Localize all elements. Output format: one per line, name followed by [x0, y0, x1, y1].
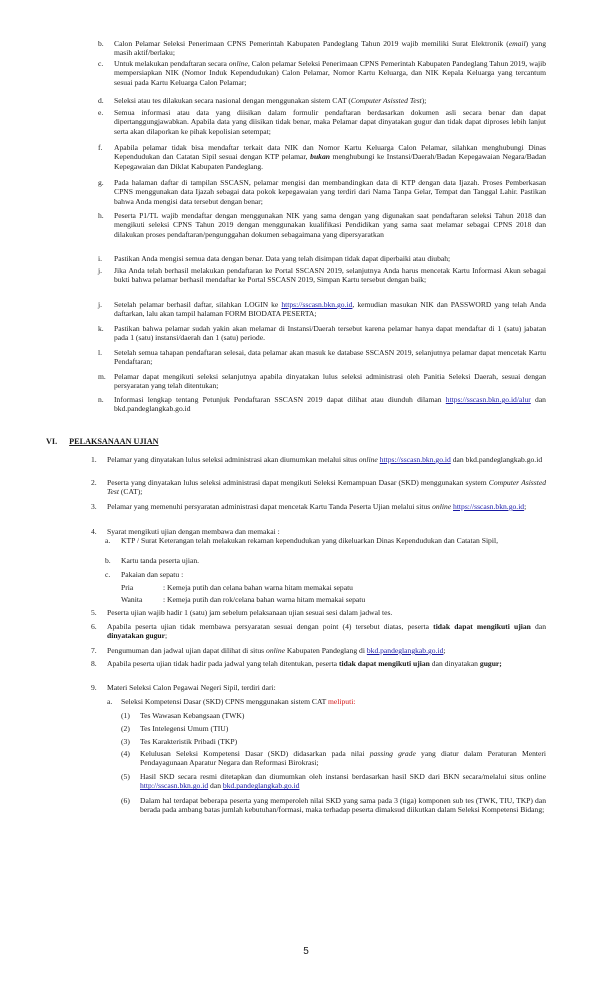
text-run: gugur;	[479, 659, 502, 668]
list-marker: d.	[98, 96, 104, 105]
numbered-item-8	[91, 659, 546, 668]
list-item-text	[107, 646, 546, 655]
list-item-text	[107, 455, 546, 464]
link[interactable]: bkd.pandeglangkab.go.id	[222, 781, 300, 791]
link[interactable]: bkd.pandeglangkab.go.id	[366, 646, 444, 655]
list-item-m	[98, 372, 546, 391]
text-run: Untuk melakukan pendaftaran secara	[114, 59, 229, 68]
numbered-item-9	[91, 683, 546, 692]
list-marker: 1.	[91, 455, 97, 464]
list-marker: (1)	[121, 711, 130, 720]
list-item-text	[114, 143, 546, 171]
list-item-text	[140, 711, 546, 720]
list-item-text	[107, 502, 546, 511]
list-item-text	[140, 749, 546, 768]
text-run: ;	[524, 502, 527, 511]
text-run: Seleksi Kompetensi Dasar (SKD) CPNS menggunakan sistem CAT	[121, 697, 328, 706]
text-run: online	[358, 455, 378, 464]
item4-sub-b: b. Kartu tanda peserta ujian.	[105, 556, 200, 565]
skd-item-5	[121, 772, 546, 791]
text-run: );	[421, 96, 427, 105]
list-item-n	[98, 395, 546, 414]
numbered-item-1	[91, 455, 546, 464]
numbered-item-5	[91, 608, 546, 617]
skd-item-1	[121, 711, 546, 720]
list-marker: j.	[98, 266, 103, 275]
text-run: Setelah semua tahapan pendaftaran selesai, data pelamar akan masuk ke database SSCASN 2019, selanjutnya pelamar dapat mencetak Kartu Pendaftaran;	[114, 348, 546, 367]
list-marker: 2.	[91, 478, 97, 487]
text-run: online	[228, 59, 248, 68]
text-run: Kelulusan Seleksi Kompetensi Dasar (SKD) didasarkan pada nilai	[140, 749, 370, 758]
list-marker: i.	[98, 254, 103, 263]
list-marker: g.	[98, 178, 104, 187]
list-item-text	[114, 178, 546, 206]
list-item-text	[114, 348, 546, 367]
item4-sub-a: a. KTP / Surat Keterangan telah melakukan rekaman kependudukan yang dikeluarkan Dinas Kependudukan dan Catatan Sipil,	[105, 536, 498, 545]
list-item-text	[114, 395, 546, 414]
text-run: Seleksi atau tes dilakukan secara nasional dengan menggunakan sistem CAT (	[114, 96, 351, 105]
numbered-item-2	[91, 478, 546, 497]
text-run: Syarat mengikuti ujian dengan membawa dan memakai :	[107, 527, 280, 536]
text-run: Calon Pelamar Seleksi Penerimaan CPNS Pemerintah Kabupaten Pandeglang Tahun 2019 wajib memiliki Surat Elektronik (	[114, 39, 509, 48]
text-run: Kabupaten Pandeglang di	[285, 646, 367, 655]
text-run: Semua informasi atau data yang diisikan dalam formulir pendaftaran berdasarkan dokumen asli secara benar dan dapat dipertanggungjawabkan. Apabila data yang diisikan tidak benar, maka Pelamar dapat dinyatakan gugur dan tidak dapat diproses lebih lanjut serta akan dilaporkan ke pihak kepolisian setempat;	[114, 108, 546, 136]
skd-item-2	[121, 724, 546, 733]
list-marker: l.	[98, 348, 103, 357]
list-item-b	[98, 39, 546, 58]
text-run: Computer Asissted Test	[350, 96, 422, 105]
list-item-g	[98, 178, 546, 206]
list-item-c	[98, 59, 546, 87]
text-run: menghubungi ke Instansi/Daerah/Badan Kepegawaian Negara/Badan Kepegawaian dan Diklat Kabupaten Pandeglang.	[114, 152, 546, 171]
list-item-text	[140, 737, 546, 746]
list-marker: a.	[107, 697, 113, 706]
text-run: Setelah pelamar berhasil daftar, silahkan LOGIN ke	[114, 300, 282, 309]
skd-item-6	[121, 796, 546, 815]
text-run: ) yang masih aktif/berlaku;	[114, 39, 546, 58]
list-item-text	[114, 372, 546, 391]
list-item-e	[98, 108, 546, 136]
item9-sub-a	[107, 697, 546, 706]
list-item-text	[107, 683, 546, 692]
list-marker: j.	[98, 300, 103, 309]
text-run: Tes Wawasan Kebangsaan (TWK)	[140, 711, 245, 720]
text-run: Pastikan bahwa pelamar sudah yakin akan melamar di Instansi/Daerah tersebut karena pelamar hanya dapat mendaftar di 1 (satu) jabatan pada 1 (satu) instansi/daerah dan 1 (satu) periode.	[114, 324, 546, 343]
text-run: dan dinyatakan	[429, 659, 480, 668]
text-run: Informasi lengkap tentang Petunjuk Pendaftaran SSCASN 2019 dapat dilihat atau diunduh dilaman	[114, 395, 446, 404]
section-heading	[46, 437, 159, 446]
text-run: Pada halaman daftar di tampilan SSCASN, pelamar mengisi dan membandingkan data di KTP dengan data Ijazah. Proses Pemberkasan CPNS menggunakan data Ijazah sebagai data pokok kepegawaian yang terdiri dari Nama Tanpa Gelar, Tempat dan Tanggal Lahir. Pastikan bahwa Anda mengisi data tersebut dengan benar;	[114, 178, 546, 206]
list-item-j-login	[98, 300, 546, 319]
text-run: bukan	[310, 152, 330, 162]
numbered-item-3	[91, 502, 546, 511]
list-item-text	[107, 622, 546, 641]
list-item-k	[98, 324, 546, 343]
list-item-text	[114, 211, 546, 239]
text-run: Pelamar dapat mengikuti seleksi selanjutnya apabila dinyatakan lulus seleksi administrasi oleh Panitia Seleksi Daerah, sesuai dengan persyaratan yang telah ditentukan;	[114, 372, 546, 391]
list-item-text	[140, 724, 546, 733]
list-marker: 5.	[91, 608, 97, 617]
text-run: ;	[443, 646, 446, 655]
list-item-text	[114, 108, 546, 136]
text-run: ;	[165, 631, 168, 641]
text-run: Tes Intelegensi Umum (TIU)	[140, 724, 229, 733]
list-item-i	[98, 254, 546, 263]
list-marker: (3)	[121, 737, 130, 746]
text-run: Pengumuman dan jadwal ujian dapat dilihat di situs	[107, 646, 267, 655]
numbered-item-6	[91, 622, 546, 641]
text-run: (CAT);	[118, 487, 143, 497]
text-run: Hasil SKD secara resmi ditetapkan dan diumumkan oleh instansi berdasarkan hasil SKD dari BKN secara/melalui situs online	[140, 772, 546, 781]
item4-sub-c: c. Pakaian dan sepatu :	[105, 570, 184, 579]
text-run: Peserta P1/TL wajib mendaftar dengan menggunakan NIK yang sama dengan yang digunakan saat pendaftaran seleksi Tahun 2018 dan mengikuti seleksi CPNS Tahun 2019 dengan menggunakan kualifikasi Pendidikan yang sama saat melamar sebagai CPNS 2018 dan dilakukan proses pendaftaran/pengunggahan dokumen sebagaimana yang dipersyaratkan	[114, 211, 546, 239]
list-item-text	[140, 772, 546, 791]
text-run: dan bkd.pandeglangkab.go.id	[450, 455, 543, 464]
list-marker: (2)	[121, 724, 130, 733]
list-marker: n.	[98, 395, 104, 404]
text-run: dan	[530, 622, 546, 631]
text-run: online	[432, 502, 452, 511]
list-marker: k.	[98, 324, 104, 333]
list-marker: 7.	[91, 646, 97, 655]
text-run: Peserta ujian wajib hadir 1 (satu) jam sebelum pelaksanaan ujian sesuai sesi dalam jadwal tes.	[107, 608, 393, 617]
list-item-text	[114, 96, 546, 105]
list-item-text	[114, 39, 546, 58]
list-marker: c.	[98, 59, 104, 68]
link[interactable]: https://sscasn.bkn.go.id/alur	[445, 395, 531, 404]
list-item-text	[107, 608, 546, 617]
list-item-text	[114, 300, 546, 319]
text-run: Materi Seleksi Calon Pegawai Negeri Sipil, terdiri dari:	[107, 683, 276, 692]
text-run: , Calon pelamar Seleksi Penerimaan CPNS Pemerintah Kabupaten Pandeglang Tahun 2019, wajib mempersiapkan NIK (Nomor Induk Kependudukan) Calon Pelamar, Nomor Kartu Keluarga, dan NIK Kepala Keluarga yang tercantum sesuai pada Kartu Keluarga Calon Pelamar;	[114, 59, 546, 87]
skd-item-4	[121, 749, 546, 768]
skd-item-3	[121, 737, 546, 746]
list-marker: e.	[98, 108, 104, 117]
text-run: Pelamar yang memenuhi persyaratan administrasi dapat mencetak Kartu Tanda Peserta Ujian melalui situs	[107, 502, 433, 511]
text-run: tidak dapat mengikuti ujian	[338, 659, 430, 668]
list-marker: f.	[98, 143, 103, 152]
list-item-text	[140, 796, 546, 815]
text-run: Apabila peserta ujian tidak membawa persyaratan sesuai dengan point (4) tersebut diatas, peserta	[107, 622, 434, 631]
text-run: dan bkd.pandeglangkab.go.id	[114, 395, 546, 414]
text-run: Dalam hal terdapat beberapa peserta yang memperoleh nilai SKD yang sama pada 3 (tiga) komponen sub tes (TWK, TIU, TKP) dan berada pada ambang batas jumlah kebutuhan/formasi, maka terhadap peserta dimaksud diikutkan dalam Seleksi Kompetensi Bidang;	[140, 796, 546, 815]
text-run: email	[508, 39, 526, 48]
text-run: Pelamar yang dinyatakan lulus seleksi administrasi akan diumumkan melalui situs	[107, 455, 359, 464]
section-title: PELAKSANAAN UJIAN	[69, 437, 159, 446]
list-marker: (4)	[121, 749, 130, 758]
list-item-text	[107, 478, 546, 497]
list-item-l	[98, 348, 546, 367]
text-run: , kemudian masukan NIK dan PASSWORD yang telah Anda daftarkan, lalu akan tampil halaman FORM BIODATA PESERTA;	[114, 300, 546, 319]
text-run: Apabila peserta ujian tidak hadir pada jadwal yang telah ditentukan, peserta	[107, 659, 339, 668]
text-run: Tes Karakteristik Pribadi (TKP)	[140, 737, 238, 746]
text-run: Computer Asissted Test	[107, 478, 546, 497]
text-run: Peserta yang dinyatakan lulus seleksi administrasi dapat mengikuti Seleksi Kemampuan Dasar (SKD) menggunakan system	[107, 478, 489, 487]
numbered-item-4	[91, 527, 546, 536]
list-item-d	[98, 96, 546, 105]
list-marker: (6)	[121, 796, 130, 805]
text-run: Pastikan Anda mengisi semua data dengan benar. Data yang telah disimpan tidak dapat diperbaiki atau diubah;	[114, 254, 451, 263]
numbered-item-7	[91, 646, 546, 655]
list-marker: 8.	[91, 659, 97, 668]
link[interactable]: http://sscasn.bkn.go.id	[140, 781, 209, 791]
text-run: online	[266, 646, 286, 655]
list-marker: (5)	[121, 772, 130, 781]
list-item-f	[98, 143, 546, 171]
highlight-text: meliputi:	[328, 697, 356, 706]
list-item-h	[98, 211, 546, 239]
list-marker: h.	[98, 211, 104, 220]
list-item-j	[98, 266, 546, 285]
text-run: passing grade	[369, 749, 416, 758]
link[interactable]: https://sscasn.bkn.go.id	[453, 502, 525, 511]
list-item-text	[107, 527, 546, 536]
list-marker: m.	[98, 372, 106, 381]
text-run: tidak dapat mengikuti ujian	[433, 622, 531, 631]
text-run: yang diatur dalam Peraturan Menteri Pendayagunaan Aparatur Negara dan Reformasi Birokrasi;	[140, 749, 546, 768]
link[interactable]: https://sscasn.bkn.go.id	[281, 300, 353, 309]
text-run: dan	[208, 781, 223, 791]
list-marker: b.	[98, 39, 104, 48]
page-number: 5	[303, 946, 309, 957]
link[interactable]: https://sscasn.bkn.go.id	[379, 455, 451, 464]
text-run: Jika Anda telah berhasil melakukan pendaftaran ke Portal SSCASN 2019, selanjutnya Anda harus mencetak Kartu Informasi Akun sebagai bukti bahwa pelamar berhasil mendaftar ke Portal SSCASN 2019, Simpan Kartu tersebut dengan baik;	[114, 266, 546, 285]
list-marker: 9.	[91, 683, 97, 692]
list-item-text	[114, 254, 546, 263]
document-page: b. Calon Pelamar Seleksi Penerimaan CPNS Pemerintah Kabupaten Pandeglang Tahun 2019 wajib memiliki Surat Elektronik (email) yang masih aktif/berlaku; c. Untuk melakukan pendaftaran secara online, Calon pelamar Seleksi Penerimaan CPNS Pemerintah Kabupaten Pandeglang Tahun 2019, wajib mempersiapkan NIK (Nomor Induk Kependudukan) Calon Pelamar, Nomor Kartu Keluarga, dan NIK Kepala Keluarga yang tercantum sesuai pada Kartu Keluarga Calon Pelamar; d. Seleksi atau tes dilakukan secara nasional dengan menggunakan sistem CAT (Computer Asissted Test); e. Semua informasi atau data yang diisikan dalam formulir pendaftaran berdasarkan dokumen asli secara benar dan dapat dipertanggungjawabkan. Apabila data yang diisikan tidak benar, maka Pelamar dapat dinyatakan gugur dan tidak dapat diproses lebih lanjut serta akan dilaporkan ke pihak kepolisian setempat; f. Apabila pelamar tidak bisa mendaftar terkait data NIK dan Nomor Kartu Keluarga Calon Pelamar, silahkan menghubungi Dinas Kependudukan dan Catatan Sipil sesuai dengan KTP pelamar, bukan menghubungi ke Instansi/Daerah/Badan Kepegawaian Negara/Badan Kepegawaian dan Diklat Kabupaten Pandeglang. g. Pada halaman daftar di tampilan SSCASN, pelamar mengisi dan membandingkan data di KTP dengan data Ijazah. Proses Pemberkasan CPNS menggunakan data Ijazah sebagai data pokok kepegawaian yang terdiri dari Nama Tanpa Gelar, Tempat dan Tanggal Lahir. Pastikan bahwa Anda mengisi data tersebut dengan benar; h. Peserta P1/TL wajib mendaftar dengan menggunakan NIK yang sama dengan yang digunakan saat pendaftaran seleksi Tahun 2018 dan mengikuti seleksi CPNS Tahun 2019 dengan menggunakan kualifikasi Pendidikan yang sama saat melamar sebagai CPNS 2018 dan dilakukan proses pendaftaran/pengunggahan dokumen sebagaimana yang dipersyaratkan i. Pastikan Anda mengisi semua data dengan benar. Data yang telah disimpan tidak dapat diperbaiki atau diubah; j. Jika Anda telah berhasil melakukan pendaftaran ke Portal SSCASN 2019, selanjutnya Anda harus mencetak Kartu Informasi Akun sebagai bukti bahwa pelamar berhasil mendaftar ke Portal SSCASN 2019, Simpan Kartu tersebut dengan baik; j. Setelah pelamar berhasil daftar, silahkan LOGIN ke https://sscasn.bkn.go.id, kemudian masukan NIK dan PASSWORD yang telah Anda daftarkan, lalu akan tampil halaman FORM BIODATA PESERTA; k. Pastikan bahwa pelamar sudah yakin akan melamar di Instansi/Daerah tersebut karena pelamar hanya dapat mendaftar di 1 (satu) jabatan pada 1 (satu) instansi/daerah dan 1 (satu) periode. l. Setelah semua tahapan pendaftaran selesai, data pelamar akan masuk ke database SSCASN 2019, selanjutnya pelamar dapat mencetak Kartu Pendaftaran; m. Pelamar dapat mengikuti seleksi selanjutnya apabila dinyatakan lulus seleksi administrasi oleh Panitia Seleksi Daerah, sesuai dengan persyaratan yang telah ditentukan; n. Informasi lengkap tentang Petunjuk Pendaftaran SSCASN 2019 dapat dilihat atau diunduh dilaman https://sscasn.bkn.go.id/alur dan bkd.pandeglangkab.go.id VI. PELAKSANAAN UJIAN 1. Pelamar yang dinyatakan lulus seleksi administrasi akan diumumkan melalui situs online https://sscasn.bkn.go.id dan bkd.pandeglangkab.go.id 2. Peserta yang dinyatakan lulus seleksi administrasi dapat mengikuti Seleksi Kemampuan Dasar (SKD) menggunakan system Computer Asissted Test (CAT); 3. Pelamar yang memenuhi persyaratan administrasi dapat mencetak Kartu Tanda Peserta Ujian melalui situs online https://sscasn.bkn.go.id; 4. Syarat mengikuti ujian dengan membawa dan memakai : a. KTP / Surat Keterangan telah melakukan rekaman kependudukan yang dikeluarkan Dinas Kependudukan dan Catatan Sipil, b. Kartu tanda peserta ujian. c. Pakaian dan sepatu : Pria : Kemeja putih dan celana bahan warna hitam memakai sepatu Wanita : Kemeja putih dan rok/celana bahan warna hitam memakai sepatu 5. Peserta ujian wajib hadir 1 (satu) jam sebelum pelaksanaan ujian sesuai sesi dalam jadwal tes. 6. Apabila peserta ujian tidak membawa persyaratan sesuai dengan point (4) tersebut diatas, peserta tidak dapat mengikuti ujian dan dinyatakan gugur; 7. Pengumuman dan jadwal ujian dapat dilihat di situs online Kabupaten Pandeglang di bkd.pandeglangkab.go.id; 8. Apabila peserta ujian tidak hadir pada jadwal yang telah ditentukan, peserta tidak dapat mengikuti ujian dan dinyatakan gugur; 9. Materi Seleksi Calon Pegawai Negeri Sipil, terdiri dari: a. Seleksi Kompetensi Dasar (SKD) CPNS menggunakan sistem CAT meliputi: (1) Tes Wawasan Kebangsaan (TWK) (2) Tes Intelegensi Umum (TIU) (3) Tes Karakteristik Pribadi (TKP) (4) Kelulusan Seleksi Kompetensi Dasar (SKD) didasarkan pada nilai passing grade yang diatur dalam Peraturan Menteri Pendayagunaan Aparatur Negara dan Reformasi Birokrasi; (5) Hasil SKD secara resmi ditetapkan dan diumumkan oleh instansi berdasarkan hasil SKD dari BKN secara/melalui situs online http://sscasn.bkn.go.id dan bkd.pandeglangkab.go.id (6) Dalam hal terdapat beberapa peserta yang memperoleh nilai SKD yang sama pada 3 (tiga) komponen sub tes (TWK, TIU, TKP) dan berada pada ambang batas jumlah kebutuhan/formasi, maka terhadap peserta dimaksud diikutkan dalam Seleksi Kompetensi Bidang; 5	[0, 0, 612, 1008]
text-run: Apabila pelamar tidak bisa mendaftar terkait data NIK dan Nomor Kartu Keluarga Calon Pelamar, silahkan menghubungi Dinas Kependudukan dan Catatan Sipil sesuai dengan KTP pelamar,	[114, 143, 546, 162]
list-item-text	[114, 59, 546, 87]
section-number: VI.	[46, 437, 58, 446]
list-marker: 4.	[91, 527, 97, 536]
list-marker: 6.	[91, 622, 97, 631]
list-marker: 3.	[91, 502, 97, 511]
list-item-text	[107, 659, 546, 668]
list-item-text	[121, 697, 546, 706]
list-item-text	[114, 324, 546, 343]
list-item-text	[114, 266, 546, 285]
text-run: dinyatakan gugur	[107, 631, 166, 641]
